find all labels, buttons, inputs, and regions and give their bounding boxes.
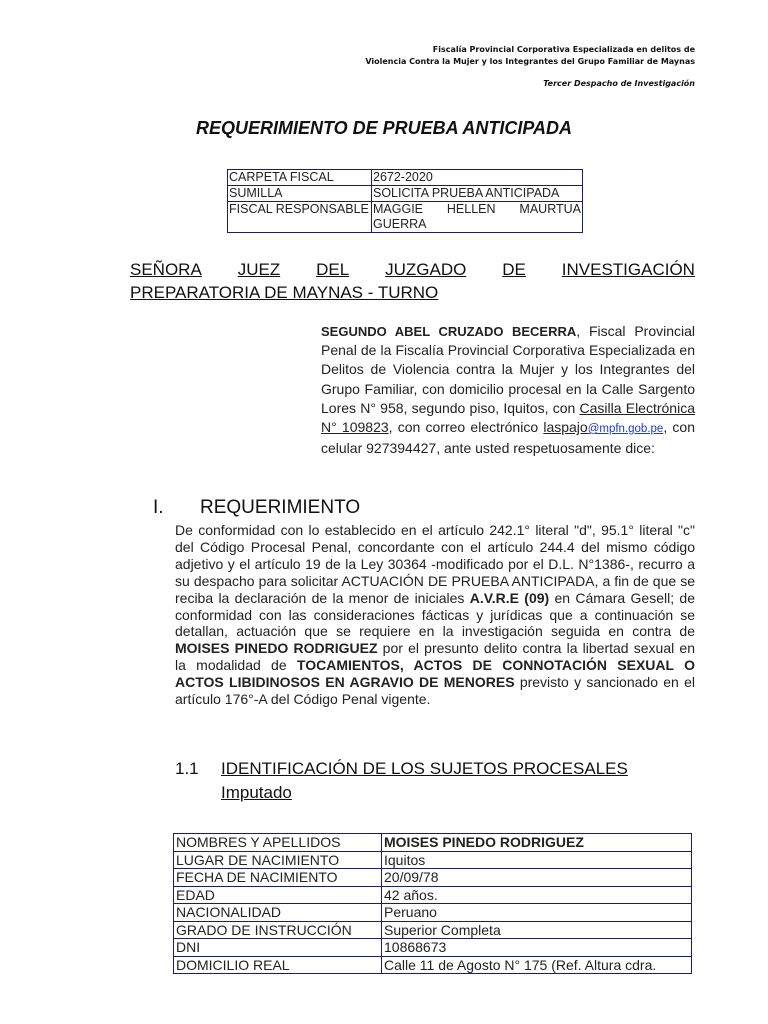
document-title: REQUERIMIENTO DE PRUEBA ANTICIPADA (195, 118, 573, 138)
field-label: NOMBRES Y APELLIDOS (174, 834, 382, 852)
subsection-title: IDENTIFICACIÓN DE LOS SUJETOS PROCESALES (221, 759, 628, 778)
casilla-electronica: Casilla Electrónica N° 109823 (321, 399, 695, 436)
header-office: Tercer Despacho de Investigación (543, 79, 695, 88)
subsection-number: 1.1 (175, 759, 199, 778)
field-label: GRADO DE INSTRUCCIÓN (174, 921, 382, 939)
table-row (174, 939, 692, 957)
email-link[interactable]: @mpfn.gob.pe (587, 423, 664, 436)
addressee-line-2: PREPARATORIA DE MAYNAS - TURNO (130, 283, 439, 302)
field-label: EDAD (174, 886, 382, 904)
intro-paragraph: SEGUNDO ABEL CRUZADO BECERRA, Fiscal Provincial Penal de la Fiscalía Provincial Corporativa Especializada en Delitos de Violencia contra la Mujer y los Integrantes del Grupo Familiar, con domicilio procesal en la Calle Sargento Lores N° 958, segundo piso, Iquitos, con Casilla Electrónica N° 109823, con correo electrónico laspajo@mpfn.gob.pe, con celular 927394427, ante usted respetuosamente dice: (321, 323, 696, 457)
table-row (174, 921, 692, 939)
field-label: DNI (174, 939, 382, 957)
addressee-line-1: SEÑORA JUEZ DEL JUZGADO DE INVESTIGACIÓN (130, 260, 695, 279)
field-value: Calle 11 de Agosto N° 175 (Ref. Altura cdra. (382, 956, 692, 974)
field-value: MOISES PINEDO RODRIGUEZ (382, 834, 692, 852)
minor-initials: A.V.R.E (09) (469, 589, 550, 606)
section-title: REQUERIMIENTO (200, 497, 361, 518)
field-value: Peruano (382, 904, 692, 922)
case-value: 2672-2020 (372, 170, 583, 186)
field-value: 42 años. (382, 886, 692, 904)
field-value: Superior Completa (382, 921, 692, 939)
field-label: FECHA DE NACIMIENTO (174, 869, 382, 887)
table-row (228, 186, 583, 202)
subsection-subtitle: Imputado (221, 783, 292, 802)
section-number: I. (153, 497, 164, 518)
table-row (174, 869, 692, 887)
case-value: MAGGIE HELLEN MAURTUA GUERRA (373, 202, 581, 231)
table-row (174, 904, 692, 922)
accused-table (173, 833, 692, 974)
table-row (174, 834, 692, 852)
table-row (228, 170, 583, 186)
table-row (174, 851, 692, 869)
field-value: 10868673 (382, 939, 692, 957)
table-row (174, 886, 692, 904)
table-row (228, 202, 583, 233)
field-value: Iquitos (382, 851, 692, 869)
case-label: FISCAL RESPONSABLE (228, 202, 372, 233)
email-user: laspajo (543, 419, 588, 436)
addressee (130, 258, 695, 304)
prosecutor-name: SEGUNDO ABEL CRUZADO BECERRA (321, 324, 577, 339)
accused-name: MOISES PINEDO RODRIGUEZ (175, 640, 378, 657)
crime-description: TOCAMIENTOS, ACTOS DE CONNOTACIÓN SEXUAL O ACTOS LIBIDINOSOS EN AGRAVIO DE MENORES (175, 657, 695, 691)
field-label: DOMICILIO REAL (174, 956, 382, 974)
case-info-table (227, 169, 583, 233)
table-row (174, 956, 692, 974)
case-label: CARPETA FISCAL (228, 170, 372, 186)
requirement-paragraph: De conformidad con lo establecido en el artículo 242.1° literal "d", 95.1° literal "c" del Código Procesal Penal, concordante con el artículo 244.4 del mismo código adjetivo y el artículo 19 de la Ley 30364 -modificado por el D.L. N°1386-, recurro a su despacho para solicitar ACTUACIÓN DE PRUEBA ANTICIPADA, a fin de que se reciba la declaración de la menor de iniciales A.V.R.E (09) en Cámara Gesell; de conformidad con las consideraciones fácticas y jurídicas que a continuación se detallan, actuación que se requiere en la investigación seguida en contra de MOISES PINEDO RODRIGUEZ por el presunto delito contra la libertad sexual en la modalidad de TOCAMIENTOS, ACTOS DE CONNOTACIÓN SEXUAL O ACTOS LIBIDINOSOS EN AGRAVIO DE MENORES previsto y sancionado en el artículo 176°-A del Código Penal vigente. (175, 522, 695, 708)
field-label: NACIONALIDAD (174, 904, 382, 922)
header-line-2: Violencia Contra la Mujer y los Integrantes del Grupo Familiar de Maynas (365, 57, 695, 66)
case-value: SOLICITA PRUEBA ANTICIPADA (372, 186, 583, 202)
case-label: SUMILLA (228, 186, 372, 202)
field-value: 20/09/78 (382, 869, 692, 887)
header-line-1: Fiscalía Provincial Corporativa Especializada en delitos de (432, 45, 695, 54)
field-label: LUGAR DE NACIMIENTO (174, 851, 382, 869)
